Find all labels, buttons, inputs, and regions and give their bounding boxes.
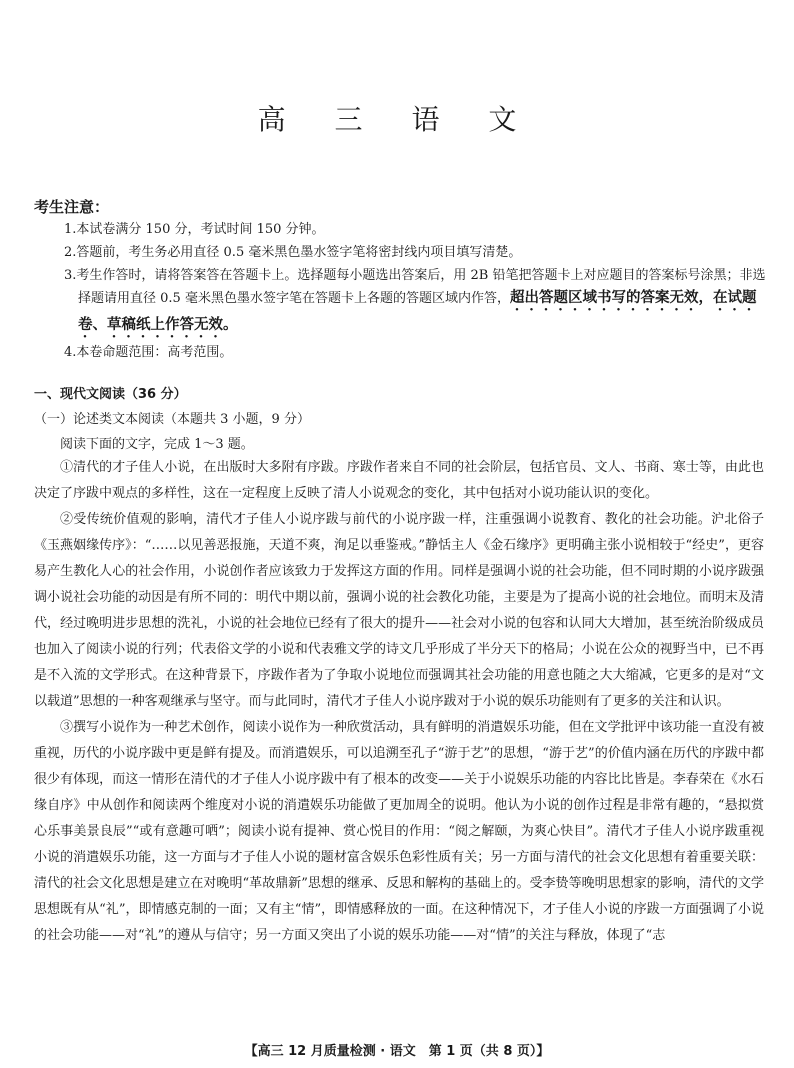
- notice-item-2: 2.答题前，考生务必用直径 0.5 毫米黑色墨水签字笔将密封线内项目填写清楚。: [64, 245, 522, 260]
- notice-item-4: 4.本卷命题范围：高考范围。: [64, 345, 233, 360]
- notice-item-3-text: 3.考生作答时，请将答案答在答题卡上。选择题每小题选出答案后，用 2B 铅笔把答题卡上对应题目的答案标号涂黑；非选择题请用直径 0.5 毫米黑色墨水签字笔在答题卡上各题的答题区域内作答，: [64, 268, 766, 306]
- page-title: 高 三 语 文: [257, 103, 537, 136]
- passage-paragraph-3: ③撰写小说作为一种艺术创作，阅读小说作为一种欣赏活动，具有鲜明的消遣娱乐功能，但在文学批评中该功能一直没有被重视，历代的小说序跋中更是鲜有提及。而消遣娱乐，可以追溯至孔子“游于艺”的思想，“游于艺”的价值内涵在历代的序跋中都很少有体现，而这一情形在清代的才子佳人小说序跋中有了根本的改变——关于小说娱乐功能的内容比比皆是。李春荣在《水石缘自序》中从创作和阅读两个维度对小说的消遣娱乐功能做了更加周全的说明。他认为小说的创作过程是非常有趣的，“悬拟赏心乐事美景良辰”“或有意趣可哂”；阅读小说有提神、赏心悦目的作用：“阅之解颐，为爽心快目”。清代才子佳人小说序跋重视小说的消遣娱乐功能，这一方面与才子佳人小说的题材富含娱乐色彩性质有关；另一方面与清代的社会文化思想有着重要关联：清代的社会文化思想是建立在对晚明“革故鼎新”思想的继承、反思和解构的基础上的。受李贽等晚明思想家的影响，清代的文学思想既有从“礼”，即情感克制的一面；又有主“情”，即情感释放的一面。在这种情况下，才子佳人小说的序跋一方面强调了小说的社会功能——对“礼”的遵从与信守；另一方面又突出了小说的娱乐功能——对“情”的关注与释放，体现了“志: [34, 720, 764, 943]
- reading-instruction: 阅读下面的文字，完成 1～3 题。: [60, 437, 254, 452]
- notice-item-3-emphasis: 超出答题区域书写的答案无效，在试题卷、草稿纸上作答无效。: [78, 290, 757, 333]
- notice-heading: 考生注意：: [34, 198, 110, 216]
- notice-item-1: 1.本试卷满分 150 分，考试时间 150 分钟。: [64, 222, 325, 237]
- passage-paragraph-1: ①清代的才子佳人小说，在出版时大多附有序跋。序跋作者来自不同的社会阶层，包括官员、文人、书商、寒士等，由此也决定了序跋中观点的多样性，这在一定程度上反映了清人小说观念的变化，其中包括对小说功能认识的变化。: [34, 460, 764, 501]
- notice-item-3: [64, 264, 770, 341]
- section-heading: 一、现代文阅读（36 分）: [34, 387, 187, 402]
- notice-list: [64, 218, 770, 364]
- reading-passage: [34, 455, 764, 949]
- section-subheading: （一）论述类文本阅读（本题共 3 小题，9 分）: [34, 412, 310, 427]
- page-footer: 【高三 12 月质量检测 · 语文 第 1 页（共 8 页）】: [244, 1044, 550, 1059]
- passage-paragraph-2: ②受传统价值观的影响，清代才子佳人小说序跋与前代的小说序跋一样，注重强调小说教育、教化的社会功能。沪北俗子《玉燕姻缘传序》：“……以见善恶报施，天道不爽，洵足以垂鉴戒。”静恬主人《金石缘序》更明确主张小说相较于“经史”，更容易产生教化人心的社会作用，小说创作者应该致力于发挥这方面的作用。同样是强调小说的社会功能，但不同时期的小说序跋强调小说社会功能的动因是有所不同的：明代中期以前，强调小说的社会教化功能，主要是为了提高小说的社会地位。而明末及清代，经过晚明进步思想的洗礼，小说的社会地位已经有了很大的提升——社会对小说的包容和认同大大增加，甚至统治阶级成员也加入了阅读小说的行列；代表俗文学的小说和代表雅文学的诗文几乎形成了半分天下的格局；小说在公众的视野当中，已不再是不入流的文学形式。在这种背景下，序跋作者为了争取小说地位而强调其社会功能的用意也随之大大缩减，它更多的是对“文以载道”思想的一种客观继承与坚守。而与此同时，清代才子佳人小说序跋对于小说的娱乐功能则有了更多的关注和认识。: [34, 512, 764, 709]
